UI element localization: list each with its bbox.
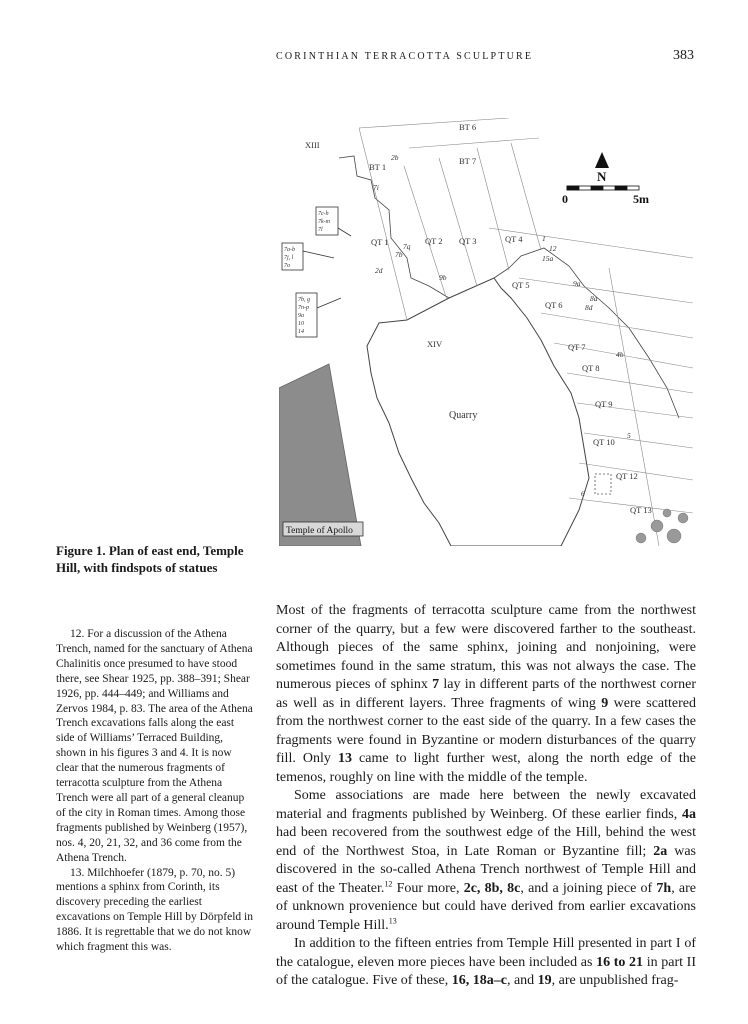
scale-start: 0 <box>562 192 568 206</box>
box3-line3: 9a <box>298 313 304 319</box>
label-qt8: QT 8 <box>582 363 600 373</box>
label-quarry: Quarry <box>449 410 478 421</box>
findspot-2b: 2b <box>391 153 399 162</box>
quarry-north-edge <box>339 156 449 298</box>
label-qt12: QT 12 <box>616 471 638 481</box>
label-qt10: QT 10 <box>593 437 615 447</box>
footnote-ref-12: 12 <box>384 878 393 888</box>
grid-lines <box>359 118 693 546</box>
footnote-13 <box>56 866 254 955</box>
findspot-7i: 7i <box>373 183 379 192</box>
temple-of-apollo-area <box>279 364 361 546</box>
box2-line2: 7j, l <box>284 255 294 261</box>
box3-line4: 10 <box>298 321 304 327</box>
findspot-2d: 2d <box>375 266 383 275</box>
figure-caption: Figure 1. Plan of east end, Temple Hill, with findspots of statues <box>56 543 244 575</box>
findspot-1: 1 <box>542 234 546 243</box>
quarry-outline <box>367 278 589 546</box>
findspot-12: 12 <box>549 244 557 253</box>
box2-line3: 7o <box>284 263 290 269</box>
label-qt5: QT 5 <box>512 280 530 290</box>
box3-line5: 14 <box>298 329 304 335</box>
box3-line2: 7n-p <box>298 305 309 311</box>
page-number: 383 <box>673 48 694 63</box>
label-qt6: QT 6 <box>545 300 563 310</box>
running-title: CORINTHIAN TERRACOTTA SCULPTURE <box>276 51 534 62</box>
box1-line2: 7k-m <box>318 219 330 225</box>
footnote-12-text: For a discussion of the Athena Trench, named for the sanctuary of Athena Chalinitis once presumed to have stood there, see Shear 1925, pp. 388–391; Shear 1926, pp. 444–449; and Williams and Zervos 1984, p. 83. The area of the Athena Trench excavations falls along the east side of Williams’ Terraced Building, shown in his figures 3 and 4. It is now clear that the numerous fragments of terracotta sculpture from the Athena Trench were all part of a general cleanup of the city in Roman times. Among those fragments published by Weinberg (1957), nos. 4, 20, 21, 32, and 36 come from the Athena Trench. <box>56 628 253 864</box>
site-plan-figure <box>279 118 693 546</box>
footnote-13-text: Milchhoefer (1879, p. 70, no. 5) mentions a sphinx from Corinth, its discovery preceding the earliest excavations on Temple Hill by Dörpfeld in 1886. It is regrettable that we do not know which fragment this was. <box>56 866 253 954</box>
footnote-12-number: 12. <box>70 628 85 640</box>
label-qt7: QT 7 <box>568 342 586 352</box>
main-body-text <box>276 602 696 991</box>
paragraph-3: In addition to the fifteen entries from Temple Hill presented in part I of the catalogue, eleven more pieces have been included as 16 to 21 in part II of the catalogue. Five of these, 16, 18a–c, and 19, are unpublished frag- <box>276 936 696 988</box>
label-bt7: BT 7 <box>459 156 477 166</box>
footnote-13-number: 13. <box>70 866 85 879</box>
paragraph-1: Most of the fragments of terracotta sculpture came from the northwest corner of the quarry, but a few were discovered farther to the southeast. Although pieces of the same sphinx, joining and nonjoining, were sometimes found in the same stratum, this was not always the case. The numerous pieces of sphinx 7 lay in different parts of the northwest corner as well as in different layers. Three fragments of wing 9 were scattered from the northwest corner to the east side of the quarry. In a few cases the fragments were found in Byzantine or modern disturbances of the quarry fill. Only 13 came to light further west, along the north edge of the temenos, roughly on line with the middle of the temple. <box>276 603 696 785</box>
scale-end: 5m <box>633 192 649 206</box>
label-qt1: QT 1 <box>371 237 389 247</box>
findspot-8a: 8a <box>590 294 598 303</box>
qt12-marker <box>595 474 611 494</box>
label-qt9: QT 9 <box>595 399 613 409</box>
label-qt13: QT 13 <box>630 505 652 515</box>
paragraph-2: Some associations are made here between the newly excavated material and fragments published by Weinberg. Of these earlier finds, 4a had been recovered from the southwest edge of the Hill, behind the west end of the Northwest Stoa, in Late Roman or Byzantine fill; 2a was discovered in the so-called Athena Trench northwest of Temple Hill and east of the Theater.$^{12}$ Four more, 2c, 8b, 8c, and a joining piece of 7h, are of unknown provenience but could have derived from earlier excavations around Temple Hill.$^{13}$ <box>276 788 697 933</box>
box1-line3: 7l <box>318 227 323 233</box>
footnote-12 <box>56 627 254 866</box>
findspot-6: 6 <box>581 489 585 498</box>
temple-of-apollo-label: Temple of Apollo <box>286 526 353 536</box>
findspot-7b: 7b <box>395 250 403 259</box>
label-qt2: QT 2 <box>425 236 443 246</box>
findspot-7q: 7q <box>403 242 411 251</box>
label-xiv: XIV <box>427 339 443 349</box>
label-bt1: BT 1 <box>369 162 387 172</box>
box1-line1: 7c-h <box>318 211 329 217</box>
findspot-4b: 4b <box>616 350 624 359</box>
label-qt3: QT 3 <box>459 236 477 246</box>
scale-bar <box>567 186 639 190</box>
box2-line1: 7a-b <box>284 247 295 253</box>
footnote-ref-13: 13 <box>388 915 397 925</box>
findspot-9b: 9b <box>439 273 447 282</box>
north-arrow-icon <box>595 152 609 168</box>
footnotes <box>56 627 254 955</box>
findspot-9a: 9a <box>573 279 581 288</box>
label-bt6: BT 6 <box>459 122 477 132</box>
north-label: N <box>597 169 607 184</box>
findspot-8d: 8d <box>585 303 593 312</box>
findspot-5: 5 <box>627 431 631 440</box>
label-xiii: XIII <box>305 140 320 150</box>
box3-line1: 7b, g <box>298 297 310 303</box>
findspot-15a: 15a <box>542 254 554 263</box>
label-qt4: QT 4 <box>505 234 523 244</box>
